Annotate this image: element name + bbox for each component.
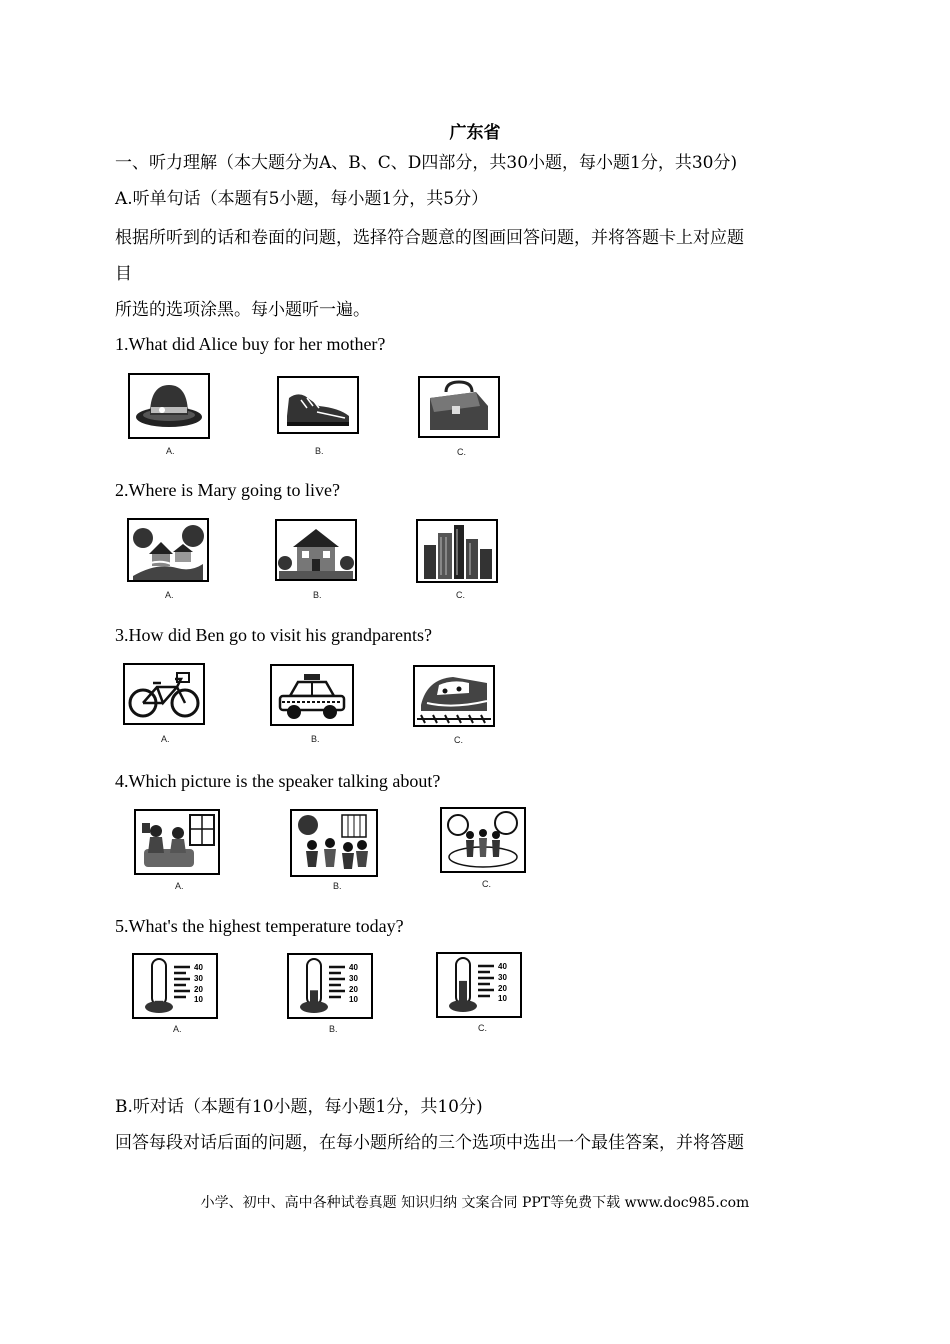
scale-label-10: 10 — [349, 995, 358, 1004]
question-5-text: 5.What's the highest temperature today? — [115, 916, 404, 936]
house-icon — [275, 519, 357, 581]
option-label: C. — [456, 590, 465, 600]
page-footer: 小学、初中、高中各种试卷真题 知识归纳 文案合同 PPT等免费下载 www.doc985.com — [200, 1195, 750, 1211]
option-label: B. — [313, 590, 322, 600]
scale-label-40: 40 — [349, 963, 358, 972]
instruction-line-1: 根据所听到的话和卷面的问题，选择符合题意的图画回答问题，并将答题卡上对应题 — [115, 228, 744, 248]
scale-label-10: 10 — [498, 994, 507, 1003]
option-label: A. — [161, 734, 170, 744]
option-label: C. — [482, 879, 491, 889]
option-label: B. — [333, 881, 342, 891]
scale-label-20: 20 — [498, 984, 507, 993]
hat-icon — [128, 373, 210, 439]
question-4-text: 4.Which picture is the speaker talking about? — [115, 771, 441, 791]
living-room-scene-icon — [134, 809, 220, 875]
scale-label-20: 20 — [349, 985, 358, 994]
instruction-line-3: 所选的选项涂黑。每小题听一遍。 — [115, 300, 370, 320]
sneaker-icon — [277, 376, 359, 434]
page-title: 广东省 — [449, 123, 501, 143]
thermometer-icon — [436, 952, 522, 1018]
thermometer-icon — [132, 953, 218, 1019]
part-b-heading: B.听对话（本题有10小题，每小题1分，共10分) — [115, 1097, 483, 1117]
instruction-line-2: 目 — [115, 264, 132, 284]
scale-label-40: 40 — [498, 962, 507, 971]
village-icon — [127, 518, 209, 582]
option-label: C. — [457, 447, 466, 457]
option-label: A. — [165, 590, 174, 600]
option-label: A. — [166, 446, 175, 456]
option-label: B. — [311, 734, 320, 744]
scale-label-30: 30 — [194, 974, 203, 983]
scale-label-40: 40 — [194, 963, 203, 972]
question-3-text: 3.How did Ben go to visit his grandparents? — [115, 625, 432, 645]
part-b-instruction: 回答每段对话后面的问题，在每小题所给的三个选项中选出一个最佳答案，并将答题 — [115, 1133, 744, 1153]
question-1-text: 1.What did Alice buy for her mother? — [115, 334, 386, 354]
taxi-icon — [270, 664, 354, 726]
option-label: C. — [454, 735, 463, 745]
option-label: B. — [315, 446, 324, 456]
option-label: B. — [329, 1024, 338, 1034]
bicycle-icon — [123, 663, 205, 725]
option-label: A. — [173, 1024, 182, 1034]
scale-label-30: 30 — [349, 974, 358, 983]
thermometer-icon — [287, 953, 373, 1019]
option-label: A. — [175, 881, 184, 891]
bag-icon — [418, 376, 500, 438]
part-a-heading: A.听单句话（本题有5小题，每小题1分，共5分） — [115, 189, 489, 209]
section-heading: 一、听力理解（本大题分为A、B、C、D四部分，共30小题，每小题1分，共30分) — [115, 153, 738, 173]
street-crowd-scene-icon — [290, 809, 378, 877]
scale-label-20: 20 — [194, 985, 203, 994]
park-people-scene-icon — [440, 807, 526, 873]
scale-label-30: 30 — [498, 973, 507, 982]
question-2-text: 2.Where is Mary going to live? — [115, 480, 340, 500]
option-label: C. — [478, 1023, 487, 1033]
city-icon — [416, 519, 498, 583]
train-icon — [413, 665, 495, 727]
scale-label-10: 10 — [194, 995, 203, 1004]
